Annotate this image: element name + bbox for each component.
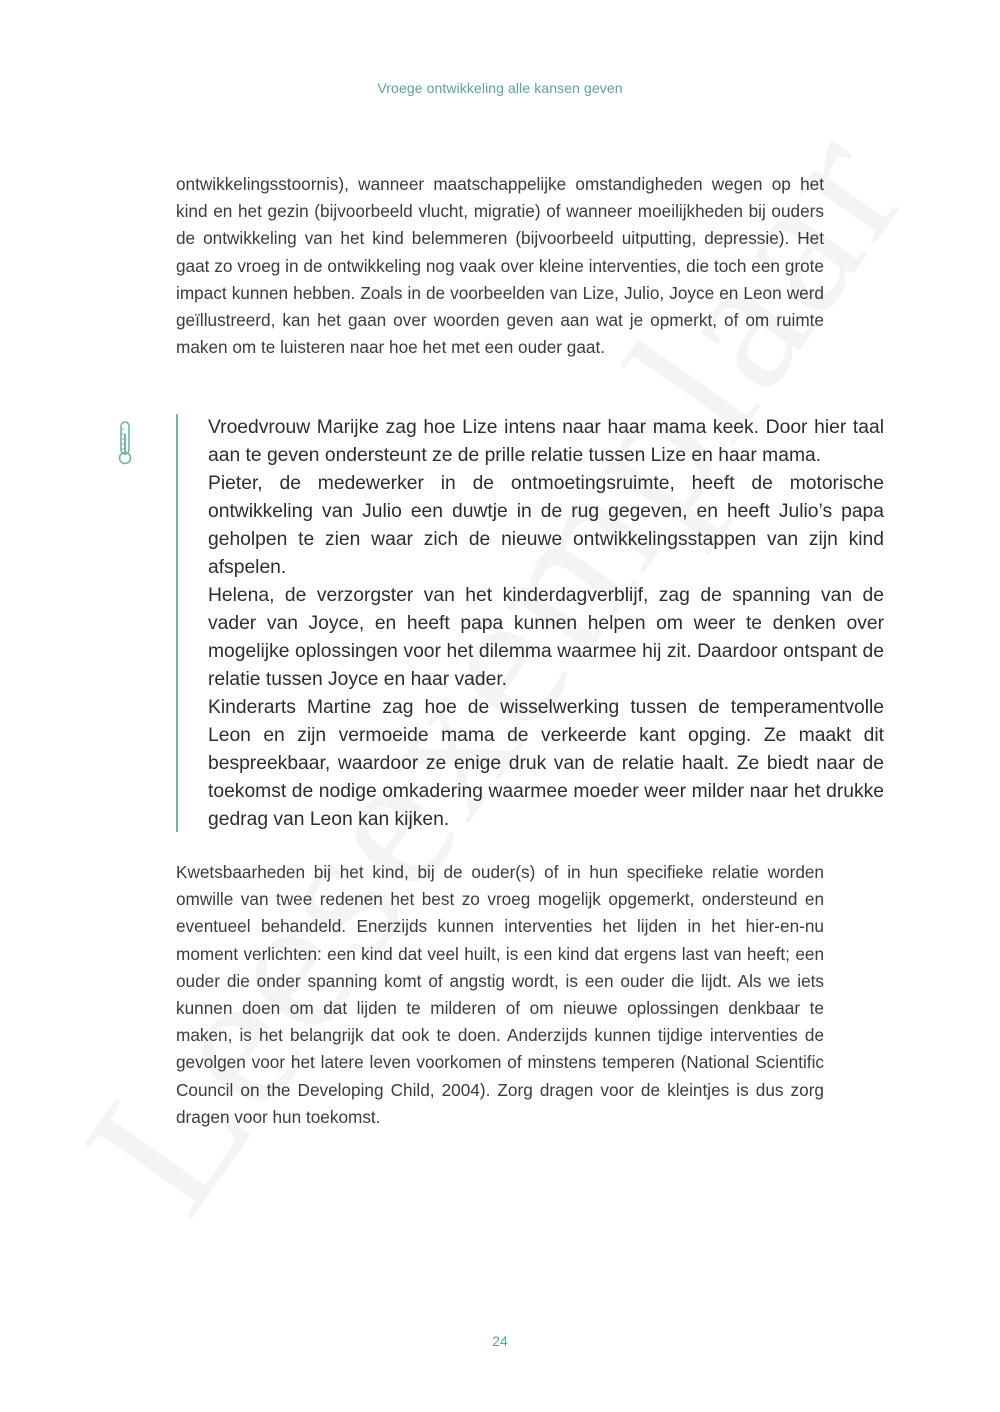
example-box [176,414,884,832]
example-item-leon: Kinderarts Martine zag hoe de wisselwerking tussen de temperamentvolle Leon en zijn vermoeide mama de verkeerde kant opging. Ze maakt dit bespreekbaar, waardoor ze enige druk van de relatie haalt. Ze biedt naar de toekomst de nodige omkadering waarmee moeder weer milder naar het drukke gedrag van Leon kan kijken. [208,697,884,830]
running-header: Vroege ontwikkeling alle kansen geven [377,80,623,96]
example-item-joyce: Helena, de verzorgster van het kinderdagverblijf, zag de spanning van de vader van Joyce, en heeft papa kunnen helpen om weer te denken over mogelijke oplossingen voor het dilemma waarmee hij zit. Daardoor ontspant de relatie tussen Joyce en haar vader. [208,585,884,690]
page-number: 24 [492,1333,508,1349]
body-paragraph-1: ontwikkelingsstoornis), wanneer maatschappelijke omstandigheden wegen op het kind en het gezin (bijvoorbeeld vlucht, migratie) of wanneer moeilijkheden bij ouders de ontwikkeling van het kind belemmeren (bijvoorbeeld uitputting, depressie). Het gaat zo vroeg in de ontwikkeling nog vaak over kleine interventies, die toch een grote impact kunnen hebben. Zoals in de voorbeelden van Lize, Julio, Joyce en Leon werd geïllustreerd, kan het gaan over woorden geven aan wat je opmerkt, of om ruimte maken om te luisteren naar hoe het met een ouder gaat. [176,174,824,358]
example-text [208,414,884,834]
body-paragraph-2: Kwetsbaarheden bij het kind, bij de ouder(s) of in hun specifieke relatie worden omwille van twee redenen het best zo vroeg mogelijk opgemerkt, ondersteund en eventueel behandeld. Enerzijds kunnen interventies het lijden in het hier-en-nu moment verlichten: een kind dat veel huilt, is een kind dat ergens last van heeft; een ouder die onder spanning komt of angstig wordt, is een ouder die lijdt. Als we iets kunnen doen om dat lijden te milderen of om nieuwe oplossingen denkbaar te maken, is het belangrijk dat ook te doen. Anderzijds kunnen tijdige interventies de gevolgen voor het latere leven voorkomen of minstens temperen (National Scientific Council on the Developing Child, 2004). Zorg dragen voor de kleintjes is dus zorg dragen voor hun toekomst. [176,862,824,1127]
example-item-lize: Vroedvrouw Marijke zag hoe Lize intens naar haar mama keek. Door hier taal aan te geven ondersteunt ze de prille relatie tussen Lize en haar mama. [208,417,884,466]
thermometer-icon [116,420,134,466]
example-item-julio: Pieter, de medewerker in de ontmoetingsruimte, heeft de motorische ontwikkeling van Julio een duwtje in de rug gegeven, en heeft Julio’s papa geholpen te zien waar zich de nieuwe ontwikkelingsstappen van zijn kind afspelen. [208,473,884,578]
